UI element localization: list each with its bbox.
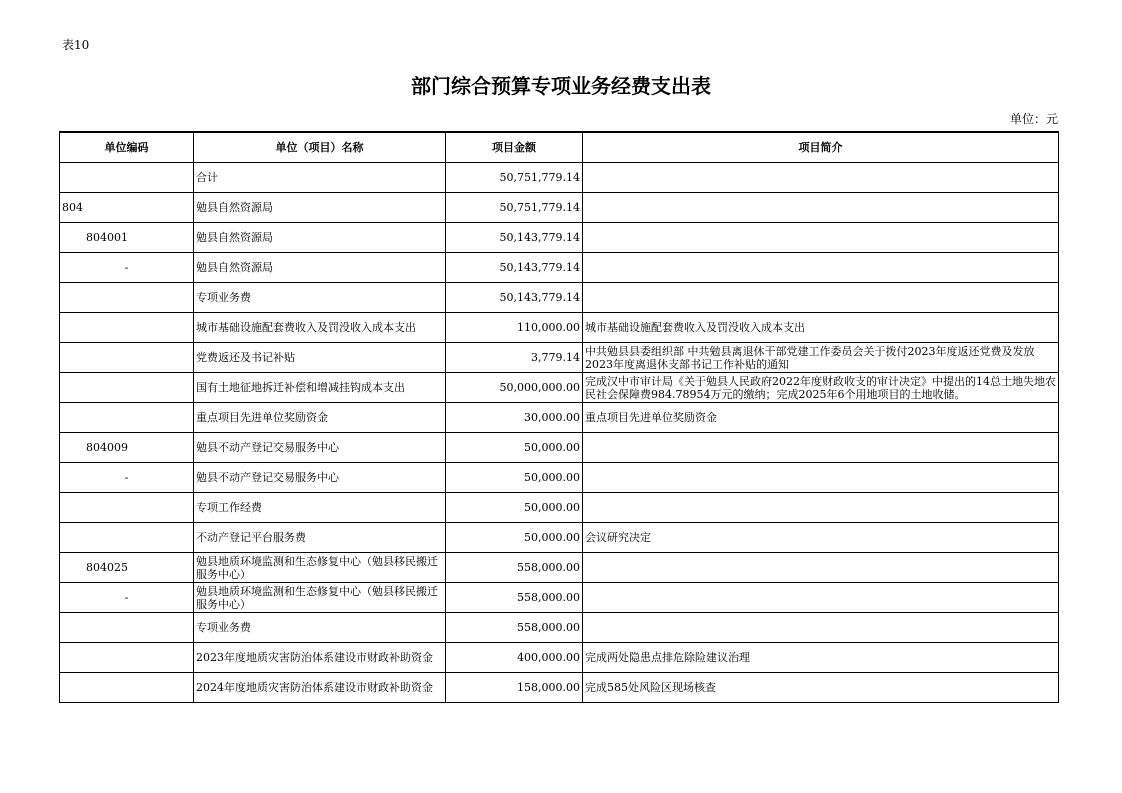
row-amount: 558,000.00 — [446, 553, 583, 583]
row-name: 党费返还及书记补贴 — [194, 343, 446, 373]
row-amount: 400,000.00 — [446, 643, 583, 673]
row-amount: 50,143,779.14 — [446, 223, 583, 253]
header-unit-code: 单位编码 — [60, 132, 194, 163]
row-name: 专项业务费 — [194, 613, 446, 643]
row-code — [60, 673, 194, 703]
row-code — [60, 403, 194, 433]
row-name: 国有土地征地拆迁补偿和增减挂钩成本支出 — [194, 373, 446, 403]
row-description: 完成两处隐患点排危除险建议治理 — [583, 643, 1059, 673]
table-row — [60, 283, 1059, 313]
table-row — [60, 673, 1059, 703]
table-header-row — [60, 132, 1059, 163]
row-code: 804 — [60, 193, 194, 223]
row-description — [583, 223, 1059, 253]
table-number: 表10 — [62, 38, 90, 52]
row-name: 2024年度地质灾害防治体系建设市财政补助资金 — [194, 673, 446, 703]
row-description: 重点项目先进单位奖励资金 — [583, 403, 1059, 433]
header-description: 项目简介 — [583, 132, 1059, 163]
row-name: 勉县地质环境监测和生态修复中心（勉县移民搬迁服务中心） — [194, 553, 446, 583]
row-name: 城市基础设施配套费收入及罚没收入成本支出 — [194, 313, 446, 343]
table-row — [60, 193, 1059, 223]
table-row — [60, 253, 1059, 283]
row-name: 勉县不动产登记交易服务中心 — [194, 433, 446, 463]
row-description — [583, 613, 1059, 643]
row-amount: 30,000.00 — [446, 403, 583, 433]
row-amount: 158,000.00 — [446, 673, 583, 703]
row-description — [583, 163, 1059, 193]
row-name: 勉县不动产登记交易服务中心 — [194, 463, 446, 493]
table-row — [60, 433, 1059, 463]
table-row — [60, 343, 1059, 373]
row-description: 完成585处风险区现场核查 — [583, 673, 1059, 703]
unit-label: 单位：元 — [1009, 112, 1058, 126]
table-row — [60, 463, 1059, 493]
row-code — [60, 643, 194, 673]
row-description: 完成汉中市审计局《关于勉县人民政府2022年度财政收支的审计决定》中提出的14总土地失地农民社会保障费984.78954万元的缴纳；完成2025年6个用地项目的土地收储。 — [583, 373, 1059, 403]
table-row — [60, 583, 1059, 613]
table-row — [60, 163, 1059, 193]
row-description: 中共勉县县委组织部 中共勉县离退休干部党建工作委员会关于拨付2023年度返还党费及发放2023年度离退休支部书记工作补贴的通知 — [583, 343, 1059, 373]
row-name: 合计 — [194, 163, 446, 193]
row-code — [60, 283, 194, 313]
row-code: 804001 — [60, 223, 194, 253]
row-amount: 50,000.00 — [446, 463, 583, 493]
row-amount: 50,000.00 — [446, 433, 583, 463]
row-name: 专项业务费 — [194, 283, 446, 313]
row-description: 会议研究决定 — [583, 523, 1059, 553]
row-amount: 3,779.14 — [446, 343, 583, 373]
row-code: - — [60, 583, 194, 613]
row-description — [583, 283, 1059, 313]
row-amount: 50,751,779.14 — [446, 163, 583, 193]
row-amount: 110,000.00 — [446, 313, 583, 343]
header-unit-name: 单位（项目）名称 — [194, 132, 446, 163]
row-name: 不动产登记平台服务费 — [194, 523, 446, 553]
row-code — [60, 493, 194, 523]
table-row — [60, 223, 1059, 253]
table-row — [60, 643, 1059, 673]
row-amount: 50,000.00 — [446, 523, 583, 553]
row-amount: 558,000.00 — [446, 583, 583, 613]
row-code — [60, 163, 194, 193]
row-amount: 558,000.00 — [446, 613, 583, 643]
row-name: 重点项目先进单位奖励资金 — [194, 403, 446, 433]
row-amount: 50,751,779.14 — [446, 193, 583, 223]
table-row — [60, 313, 1059, 343]
row-name: 勉县自然资源局 — [194, 253, 446, 283]
row-amount: 50,000,000.00 — [446, 373, 583, 403]
row-code — [60, 343, 194, 373]
row-code — [60, 373, 194, 403]
row-description — [583, 583, 1059, 613]
row-amount: 50,000.00 — [446, 493, 583, 523]
row-code: - — [60, 463, 194, 493]
budget-table — [59, 131, 1059, 703]
row-code — [60, 613, 194, 643]
row-code — [60, 313, 194, 343]
table-row — [60, 403, 1059, 433]
row-code: 804025 — [60, 553, 194, 583]
row-description: 城市基础设施配套费收入及罚没收入成本支出 — [583, 313, 1059, 343]
row-description — [583, 553, 1059, 583]
row-code: - — [60, 253, 194, 283]
row-amount: 50,143,779.14 — [446, 283, 583, 313]
table-row — [60, 373, 1059, 403]
row-name: 2023年度地质灾害防治体系建设市财政补助资金 — [194, 643, 446, 673]
row-name: 勉县自然资源局 — [194, 193, 446, 223]
row-description — [583, 433, 1059, 463]
row-name: 勉县地质环境监测和生态修复中心（勉县移民搬迁服务中心） — [194, 583, 446, 613]
row-code — [60, 523, 194, 553]
table-row — [60, 553, 1059, 583]
row-description — [583, 463, 1059, 493]
row-code: 804009 — [60, 433, 194, 463]
row-name: 勉县自然资源局 — [194, 223, 446, 253]
header-amount: 项目金额 — [446, 132, 583, 163]
row-amount: 50,143,779.14 — [446, 253, 583, 283]
row-description — [583, 253, 1059, 283]
table-row — [60, 523, 1059, 553]
table-row — [60, 613, 1059, 643]
row-description — [583, 193, 1059, 223]
row-description — [583, 493, 1059, 523]
row-name: 专项工作经费 — [194, 493, 446, 523]
table-row — [60, 493, 1059, 523]
page-title: 部门综合预算专项业务经费支出表 — [411, 74, 711, 98]
